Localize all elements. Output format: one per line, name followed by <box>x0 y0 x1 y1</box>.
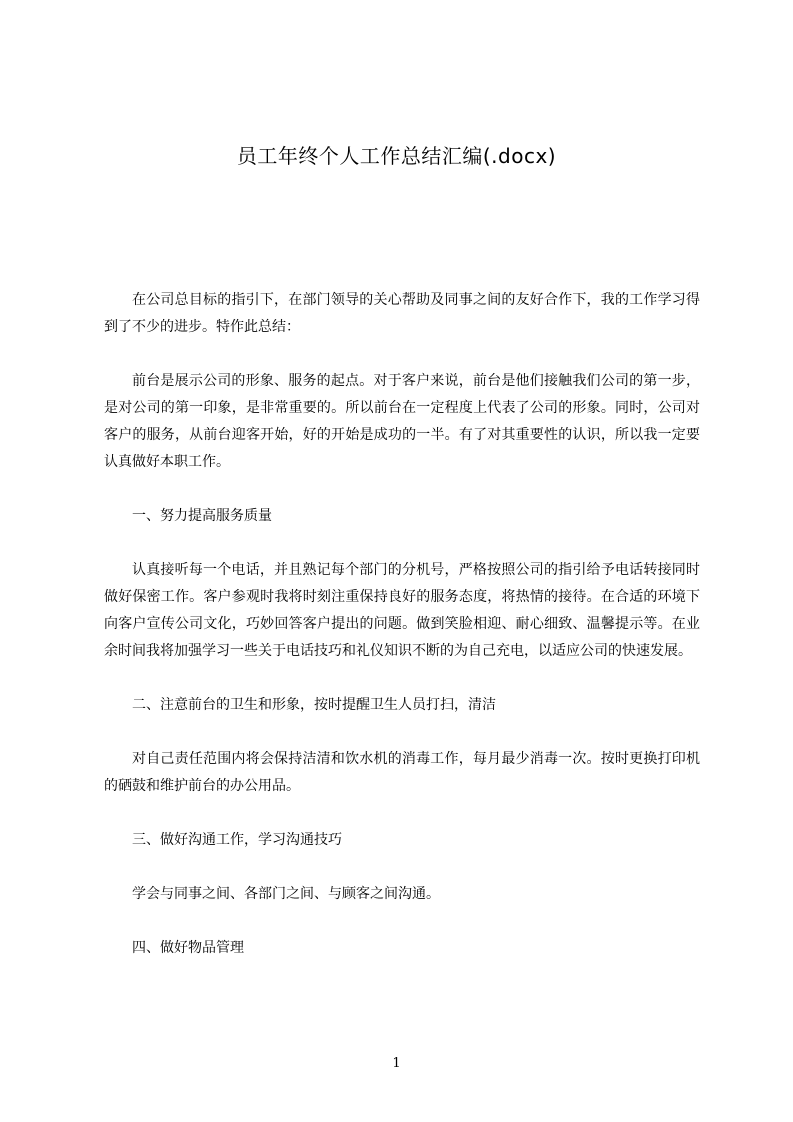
section-heading-1: 一、努力提高服务质量 <box>132 508 272 524</box>
front-desk-paragraph: 前台是展示公司的形象、服务的起点。对于客户来说，前台是他们接触我们公司的第一步，是对公司的第一印象，是非常重要的。所以前台在一定程度上代表了公司的形象。同时，公司对客户的服务，从前台迎客开始，好的开始是成功的一半。有了对其重要性的认识，所以我一定要认真做好本职工作。 <box>104 373 700 470</box>
section-body-1: 认真接听每一个电话，并且熟记每个部门的分机号，严格按照公司的指引给予电话转接同时做好保密工作。客户参观时我将时刻注重保持良好的服务态度，将热情的接待。在合适的环境下向客户宣传公司文化，巧妙回答客户提出的问题。做到笑脸相迎、耐心细致、温馨提示等。在业余时间我将加强学习一些关于电话技巧和礼仪知识不断的为自己充电，以适应公司的快速发展。 <box>104 562 700 659</box>
section-body-2: 对自己责任范围内将会保持洁清和饮水机的消毒工作，每月最少消毒一次。按时更换打印机的硒鼓和维护前台的办公用品。 <box>104 751 700 794</box>
paragraph-spacer <box>104 476 700 503</box>
paragraph-spacer <box>104 665 700 692</box>
page-number: 1 <box>392 1056 401 1071</box>
paragraph-spacer <box>104 908 700 935</box>
paragraph-spacer <box>104 341 700 368</box>
paragraph-spacer <box>104 530 700 557</box>
section-heading-4: 四、做好物品管理 <box>132 940 244 956</box>
section-heading-2: 二、注意前台的卫生和形象，按时提醒卫生人员打扫，清洁 <box>132 697 496 713</box>
document-title: 员工年终个人工作总结汇编(.docx) <box>236 144 557 168</box>
paragraph-spacer <box>104 719 700 746</box>
intro-paragraph: 在公司总目标的指引下，在部门领导的关心帮助及同事之间的友好合作下，我的工作学习得到了不少的进步。特作此总结： <box>104 292 700 335</box>
section-body-3: 学会与同事之间、各部门之间、与顾客之间沟通。 <box>132 886 440 902</box>
section-heading-3: 三、做好沟通工作，学习沟通技巧 <box>132 832 342 848</box>
paragraph-spacer <box>104 800 700 827</box>
paragraph-spacer <box>104 854 700 881</box>
document-body <box>104 287 700 962</box>
